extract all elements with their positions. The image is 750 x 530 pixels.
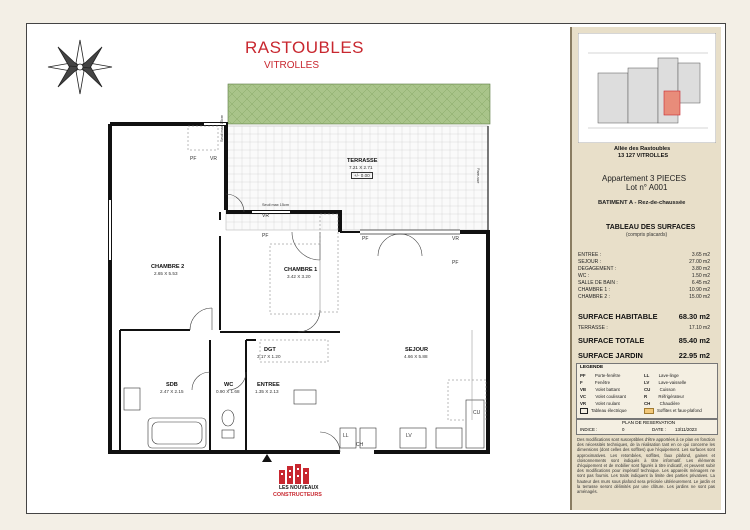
surfaces-table-subtitle: (compris placards) <box>626 232 668 238</box>
legend-item: CU Cuisson <box>644 387 676 392</box>
surface-row: ENTREE : 3.65 m2 <box>578 252 710 258</box>
date-label: DATE : <box>652 427 666 432</box>
room-wc-name: WC <box>224 382 234 388</box>
site-plan-thumbnail <box>578 33 716 143</box>
label-vr-1: VR <box>210 156 217 162</box>
legend-item: LV Lave-vaisselle <box>644 380 687 385</box>
label-ch: CH <box>356 442 364 448</box>
label-pf-3: PF <box>362 236 369 242</box>
label-seuil-2: Seuil max 15cm <box>262 203 290 207</box>
lot-number: Lot n° A001 <box>626 183 668 192</box>
room-chambre2-name: CHAMBRE 2 <box>151 264 185 270</box>
surface-jardin: SURFACE JARDIN 22.95 m2 <box>578 351 710 360</box>
plan-title: PLAN DE RESERVATION <box>622 420 676 425</box>
project-title: RASTOUBLES <box>245 38 365 57</box>
info-sidebar <box>570 27 721 510</box>
legend-item: PF Porte-fenêtre <box>580 373 621 378</box>
room-chambre1-name: CHAMBRE 1 <box>284 267 318 273</box>
room-dgt-name: DGT <box>264 347 276 353</box>
surface-row: SALLE DE BAIN : 6.45 m2 <box>578 280 710 286</box>
label-pf-1: PF <box>190 156 197 162</box>
surface-row: DEGAGEMENT : 3.80 m2 <box>578 266 710 272</box>
logo-line2: CONSTRUCTEURS <box>273 492 322 498</box>
address-line1: Allée des Rastoubles <box>614 146 671 152</box>
room-chambre1-dims: 3.42 X 3.20 <box>287 274 311 279</box>
legend-item: LL Lave-linge <box>644 373 679 378</box>
room-wc-dims: 0.90 X 1.68 <box>216 389 240 394</box>
label-cu: CU <box>473 410 481 416</box>
indice-label: INDICE : <box>580 427 598 432</box>
terrace-level: +/- 0.00 <box>351 172 373 179</box>
surface-terrasse: TERRASSE : 17.10 m2 <box>578 325 710 331</box>
room-terrasse-name: TERRASSE <box>347 158 378 164</box>
surface-row: WC : 1.50 m2 <box>578 273 710 279</box>
entrance-arrow-icon <box>262 454 272 464</box>
garden-area <box>228 84 490 124</box>
room-terrasse-dims: 7.21 X 2.71 <box>349 165 373 170</box>
label-pare-vue: Pare-vue <box>476 168 480 184</box>
surface-totale: SURFACE TOTALE 85.40 m2 <box>578 336 710 345</box>
label-ll: LL <box>343 433 349 439</box>
apartment-type: Appartement 3 PIECES <box>602 174 687 183</box>
disclaimer-text: Des modifications sont susceptibles d'être apportées à ce plan en fonction des nécessités techniques, de la réalisation tant en ce qui concerne les dimensions (dont celles des soffites) que l'équipement. Les surfaces sont approximatives. Les retombées, soffites, faux plafond, gaines et cloisonnements sont indiqués à titre informatif. Les éléments d'équipement et de mobilier sont figurés à titre indicatif, et peuvent subir des modifications pour impératif technique. Les appareils ménagers ne sont pas fournis. Les traits indiquent la limite des parties privatives. La hauteur des murs sous plafond sera précisée ultérieurement. Le jardin et la terrasse seront délimités par une clôture. Les jardins ne sont pas aménagés. <box>577 437 715 495</box>
label-pf-4: PF <box>452 260 459 266</box>
legend-item: R Réfrigérateur <box>644 394 685 399</box>
soffit-swatch-icon <box>644 408 654 414</box>
surface-row: SEJOUR : 27.00 m2 <box>578 259 710 265</box>
label-seuil-1: Seuil max 15cm <box>220 114 224 142</box>
legend-item: VB Volet battant <box>580 387 620 392</box>
legend-item: Tableau électrique <box>580 408 627 414</box>
surfaces-table-title: TABLEAU DES SURFACES <box>606 224 696 231</box>
room-sejour-dims: 4.66 X 5.88 <box>404 354 428 359</box>
room-sejour-name: SEJOUR <box>405 347 429 353</box>
date-value: 13/11/2023 <box>675 427 697 432</box>
surface-row: CHAMBRE 2 : 15.00 m2 <box>578 294 710 300</box>
label-vr-3: VR <box>452 236 459 242</box>
legend-item: CH Chaudière <box>644 401 680 406</box>
room-entree-name: ENTREE <box>257 382 280 388</box>
legend-title: LEGENDE <box>580 365 604 370</box>
legend-item: VR Volet roulant <box>580 401 620 406</box>
building-floor: BATIMENT A - Rez-de-chaussée <box>598 200 686 206</box>
builder-logo-icon <box>277 462 313 484</box>
room-entree-dims: 1.35 X 2.13 <box>255 389 279 394</box>
project-subtitle: VITROLLES <box>264 60 320 71</box>
surface-habitable: SURFACE HABITABLE 68.30 m2 <box>578 312 710 321</box>
label-pf-2: PF <box>262 233 269 239</box>
indice-value: 0 <box>622 427 625 432</box>
address-line2: 13 127 VITROLLES <box>618 153 669 159</box>
logo-line1: LES NOUVEAUX <box>279 485 319 491</box>
label-vr-2: VR <box>262 213 269 219</box>
surface-row: CHAMBRE 1 : 10.90 m2 <box>578 287 710 293</box>
electric-panel-icon <box>580 408 588 414</box>
room-sdb-name: SDB <box>166 382 178 388</box>
room-dgt-dims: 3.17 X 1.20 <box>257 354 281 359</box>
label-lv: LV <box>406 433 412 439</box>
legend-item: Soffites et faux-plafond <box>644 408 702 414</box>
legend-item: F Fenêtre <box>580 380 611 385</box>
room-chambre2-dims: 2.65 X 5.53 <box>154 271 178 276</box>
room-sdb-dims: 2.47 X 2.15 <box>160 389 184 394</box>
legend-item: VC Volet coulissant <box>580 394 626 399</box>
